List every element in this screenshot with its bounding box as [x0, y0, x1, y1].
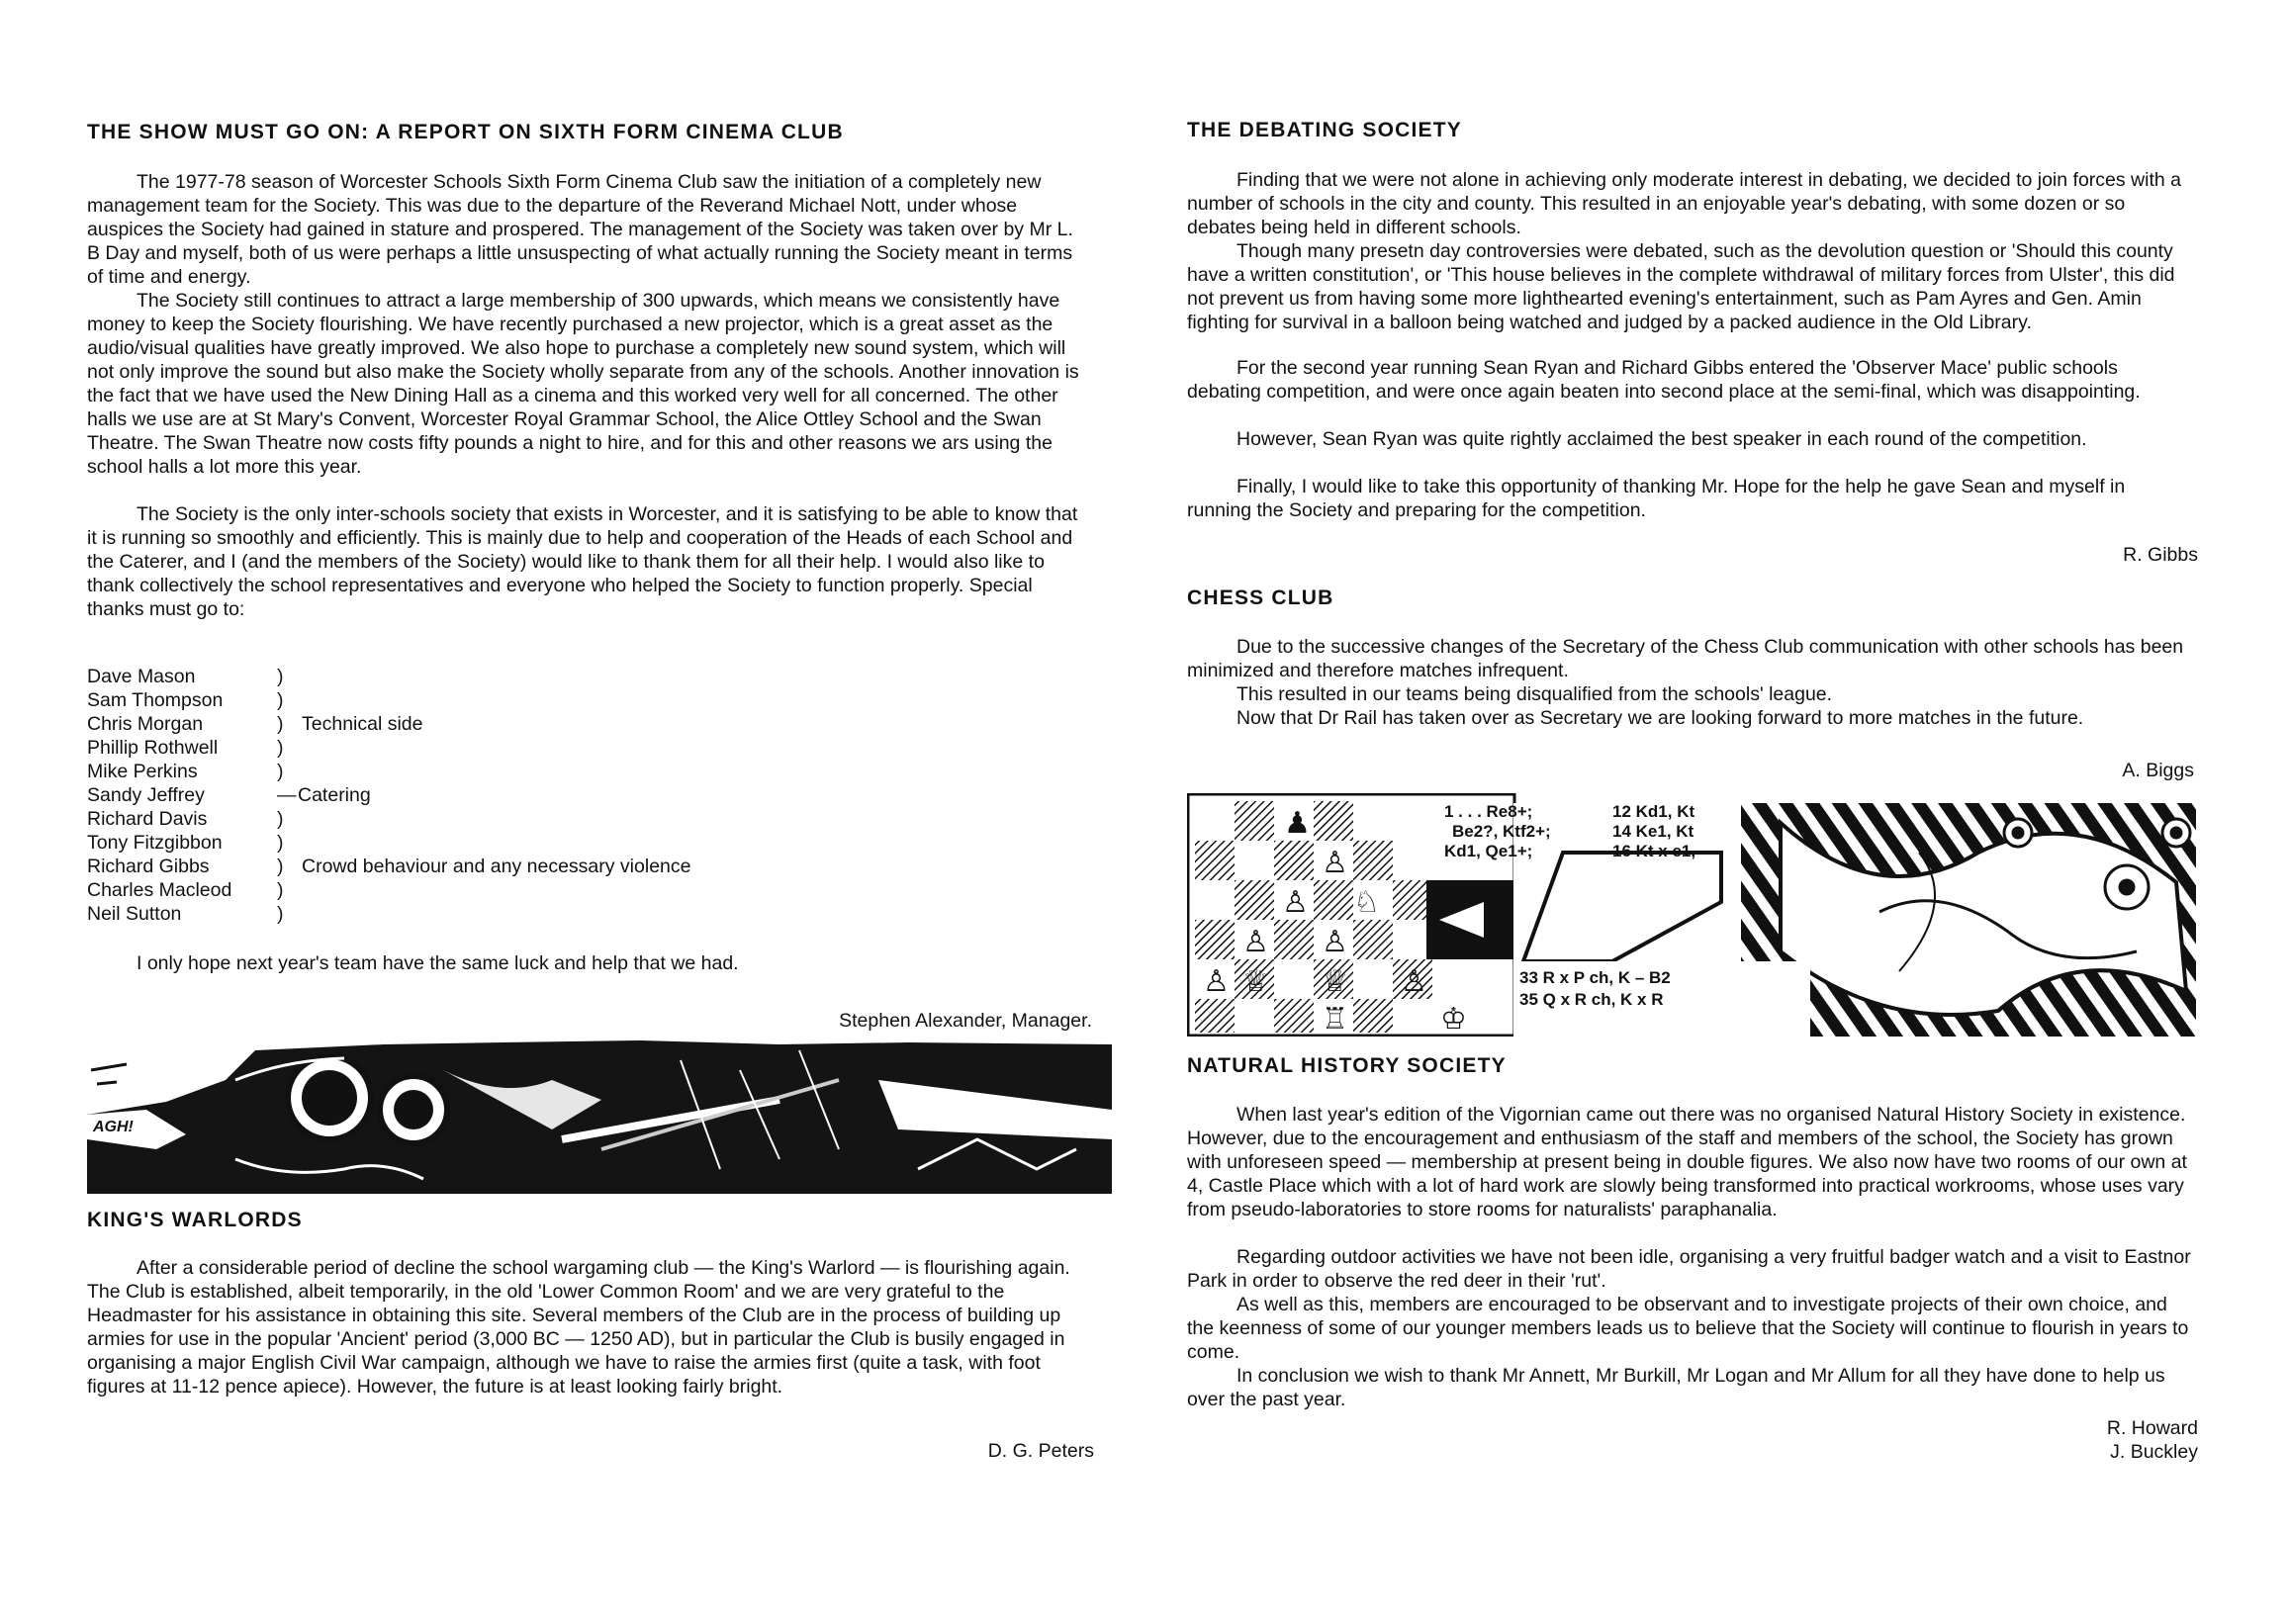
- thanks-name: Dave Mason: [87, 666, 196, 687]
- cinema-paragraph-3: The Society is the only inter-schools society that exists in Worcester, and it is satisfying to be able to know that it is running so smoothly and efficiently. This is mainly due to help and cooperation of the Heads of each School and the Caterer, and I (and the members of the Society) would like to thank them for all their help. I would also like to thank collectively the school representatives and everyone who helped the Society to function properly. Special thanks must go to:: [87, 503, 1078, 620]
- cinema-closing: I only hope next year's team have the same luck and help that we had.: [137, 952, 739, 974]
- cinema-signature: Stephen Alexander, Manager.: [839, 1010, 1092, 1032]
- natural-history-paragraph-4: In conclusion we wish to thank Mr Annett, Mr Burkill, Mr Logan and Mr Allum for all they have done to help us over the past year.: [1187, 1365, 2165, 1410]
- chess-notation-b3: 16 Kt x e1,: [1612, 842, 1696, 860]
- natural-history-paragraph-1: When last year's edition of the Vigornian came out there was no organised Natural History Society in existence. However, due to the encouragement and enthusiasm of the staff and members of the school, the Society has grown with unforeseen speed — membership at present being in double figures. We also now have two rooms of our own at 4, Castle Place which with a lot of hard work are slowly being transformed into practical workrooms, whose uses vary from pseudo-laboratories to store rooms for naturalists' paraphanalia.: [1187, 1104, 2187, 1220]
- signature-howard: R. Howard: [2106, 1417, 2198, 1439]
- debating-signature: R. Gibbs: [2123, 544, 2198, 566]
- svg-text:♟: ♟: [1284, 806, 1311, 841]
- svg-text:♙: ♙: [1322, 925, 1348, 959]
- role-crowd: Crowd behaviour and any necessary violence: [302, 856, 691, 877]
- chess-notation-c2: 35 Q x R ch, K x R: [1519, 990, 1664, 1009]
- svg-text:♖: ♖: [1322, 1002, 1348, 1037]
- natural-history-paragraph-3: As well as this, members are encouraged to be observant and to investigate projects of their own choice, and the keenness of some of our younger members leads us to believe that the Society will continue to flourish in years to come.: [1187, 1294, 2189, 1363]
- debating-paragraph-5: Finally, I would like to take this opportunity of thanking Mr. Hope for the help he gave Sean and myself in running the Society and preparing for the competition.: [1187, 476, 2126, 521]
- signature-buckley: J. Buckley: [2110, 1441, 2198, 1463]
- svg-text:♙: ♙: [1203, 964, 1230, 999]
- thanks-name: Richard Gibbs: [87, 856, 210, 877]
- chess-notation-c1: 33 R x P ch, K – B2: [1519, 968, 1671, 987]
- debating-paragraph-1: Finding that we were not alone in achieving only moderate interest in debating, we decided to join forces with a number of schools in the city and county. This resulted in an enjoyable year's debating, with some dozen or so debates being held in different schools.: [1187, 169, 2181, 238]
- thanks-name: Charles Macleod: [87, 879, 232, 901]
- comic-caption: AGH!: [93, 1119, 134, 1135]
- thanks-name: Neil Sutton: [87, 903, 182, 925]
- chess-paragraph-2: This resulted in our teams being disqualified from the schools' league.: [1236, 683, 1833, 705]
- svg-text:♙: ♙: [1282, 885, 1309, 920]
- chess-heading: CHESS CLUB: [1187, 586, 1334, 609]
- cinema-heading: THE SHOW MUST GO ON: A REPORT ON SIXTH FORM CINEMA CLUB: [87, 121, 844, 143]
- natural-history-paragraph-2: Regarding outdoor activities we have not been idle, organising a very fruitful badger watch and a visit to Eastnor Park in order to observe the red deer in their 'rut'.: [1187, 1246, 2191, 1292]
- thanks-name: Chris Morgan: [87, 713, 204, 735]
- chess-paragraph-1: Due to the successive changes of the Secretary of the Chess Club communication with other schools has been minimized and therefore matches infrequent.: [1187, 636, 2184, 681]
- chess-signature: A. Biggs: [2122, 760, 2194, 781]
- natural-history-heading: NATURAL HISTORY SOCIETY: [1187, 1054, 1507, 1077]
- role-catering: Catering: [298, 784, 371, 806]
- svg-text:♕: ♕: [1322, 964, 1348, 999]
- debating-paragraph-3: For the second year running Sean Ryan and Richard Gibbs entered the 'Observer Mace' public schools debating competition, and were once again beaten into second place at the semi-final, which was disappointing.: [1187, 357, 2141, 403]
- svg-text:♘: ♘: [1353, 885, 1380, 920]
- thanks-name: Richard Davis: [87, 808, 208, 830]
- chess-notation-b2: 14 Ke1, Kt: [1612, 822, 1694, 841]
- chess-notation-a3: Kd1, Qe1+;: [1444, 842, 1533, 860]
- cinema-paragraph-1: The 1977-78 season of Worcester Schools Sixth Form Cinema Club saw the initiation of a completely new management team for the Society. This was due to the departure of the Reverand Michael Nott, under whose auspices the Society had gained in stature and prospered. The management of the Society was taken over by Mr L. B Day and myself, both of us were perhaps a little unsuspecting of what actually running the Society meant in terms of time and energy.: [87, 171, 1073, 288]
- svg-text:♔: ♔: [1440, 1002, 1467, 1037]
- svg-text:♙: ♙: [1401, 964, 1427, 999]
- role-technical: Technical side: [302, 713, 423, 735]
- chess-notation-b1: 12 Kd1, Kt: [1612, 802, 1695, 821]
- chess-illustration: [1187, 793, 2196, 1037]
- debating-heading: THE DEBATING SOCIETY: [1187, 119, 1462, 141]
- thanks-name: Mike Perkins: [87, 761, 198, 782]
- chess-notation-a2: Be2?, Ktf2+;: [1452, 822, 1551, 841]
- warlords-heading: KING'S WARLORDS: [87, 1209, 303, 1231]
- natural-history-signatures: [2107, 1416, 2198, 1464]
- thanks-name: Sam Thompson: [87, 689, 224, 711]
- debating-paragraph-4: However, Sean Ryan was quite rightly acclaimed the best speaker in each round of the competition.: [1236, 428, 2087, 450]
- thanks-name: Sandy Jeffrey: [87, 784, 205, 806]
- warlords-signature: D. G. Peters: [987, 1440, 1094, 1462]
- svg-text:♙: ♙: [1242, 925, 1269, 959]
- thanks-name: Tony Fitzgibbon: [87, 832, 223, 854]
- comic-strip-illustration: [87, 1040, 1112, 1194]
- warlords-paragraph: After a considerable period of decline the school wargaming club — the King's Warlord — is flourishing again. The Club is established, albeit temporarily, in the old 'Lower Common Room' and we are very grateful to the Headmaster for his assistance in obtaining this site. Several members of the Club are in the process of building up armies for use in the popular 'Ancient' period (3,000 BC — 1250 AD), but in particular the Club is busily engaged in organising a major English Civil War campaign, although we have to raise the armies first (quite a task, with foot figures at 11-12 pence apiece). However, the future is at least looking fairly bright.: [87, 1257, 1070, 1398]
- svg-text:♕: ♕: [1242, 964, 1269, 999]
- thanks-list: Dave Mason ) Sam Thompson ) Chris Morgan ) Technical side Phillip Rothwell ) Mike Perkins ) Sandy Jeffrey — Catering Richard Davis ) Tony Fitzgibbon ) Richard Gibbs ) Crowd behaviour and any necessary violence Charles Macleod ) Neil Sutton ): [87, 666, 691, 925]
- cinema-paragraph-2: The Society still continues to attract a large membership of 300 upwards, which means we consistently have money to keep the Society flourishing. We have recently purchased a new projector, which is a great asset as the audio/visual qualities have greatly improved. We also hope to purchase a completely new sound system, which will not only improve the sound but also make the Society wholly separate from any of the schools. Another innovation is the fact that we have used the New Dining Hall as a cinema and this worked very well for all concerned. The other halls we use are at St Mary's Convent, Worcester Royal Grammar School, the Alice Ottley School and the Swan Theatre. The Swan Theatre now costs fifty pounds a night to hire, and for this and other reasons we ars using the school halls a lot more this year.: [87, 290, 1079, 478]
- chess-paragraph-3: Now that Dr Rail has taken over as Secretary we are looking forward to more matches in the future.: [1236, 707, 2084, 729]
- debating-paragraph-2: Though many presetn day controversies were debated, such as the devolution question or 'Should this county have a written constitution', or 'This house believes in the complete withdrawal of military forces from Ulster', this did not prevent us from having some more lighthearted evening's entertainment, such as Pam Ayres and Gen. Amin fighting for survival in a balloon being watched and judged by a packed audience in the Old Library.: [1187, 240, 2175, 333]
- chess-notation-a1: 1 . . . Re8+;: [1444, 802, 1533, 821]
- svg-text:♙: ♙: [1322, 846, 1348, 880]
- thanks-name: Phillip Rothwell: [87, 737, 219, 759]
